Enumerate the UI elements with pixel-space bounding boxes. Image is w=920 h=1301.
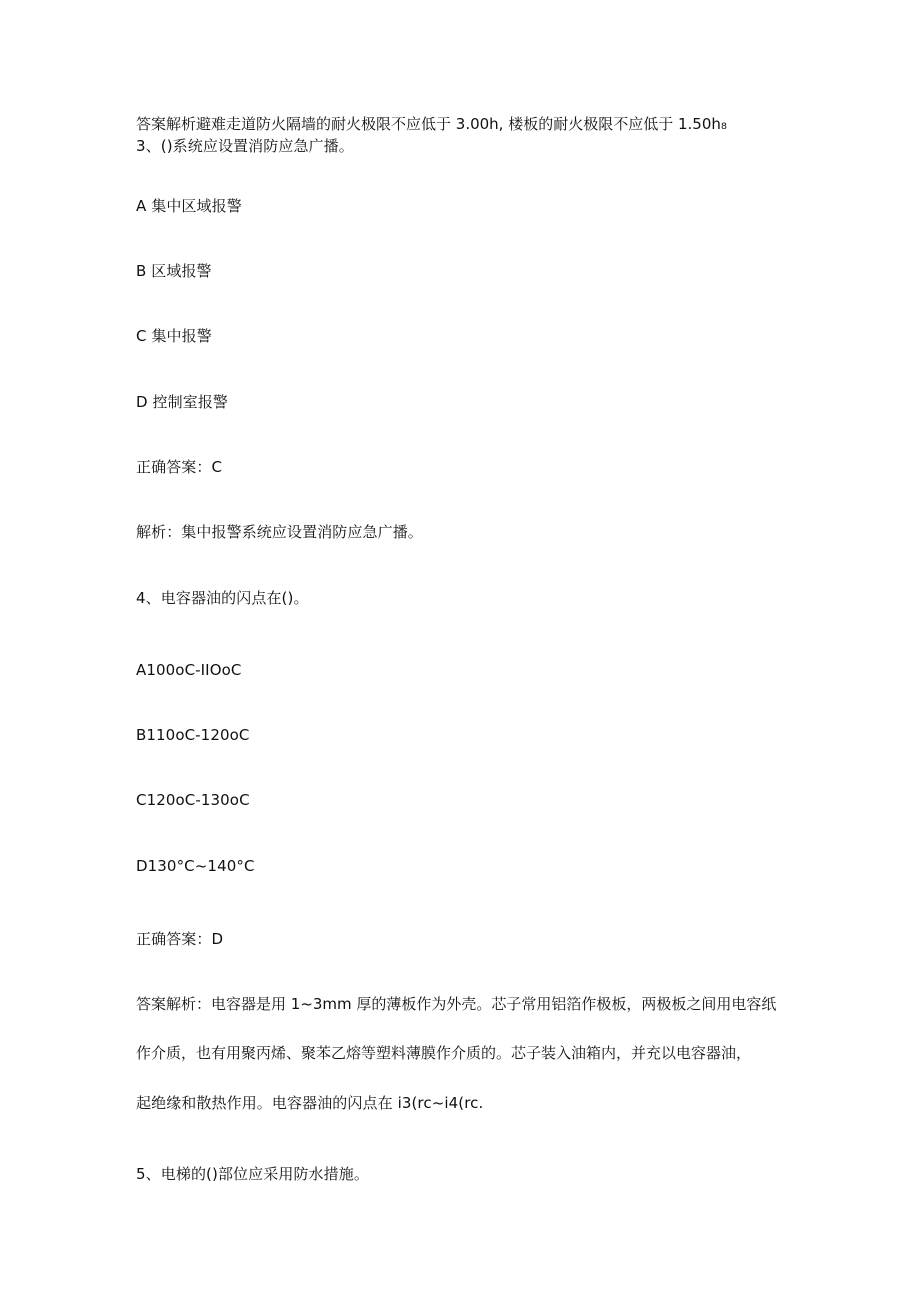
- option-a-q3: A 集中区域报警: [136, 197, 242, 215]
- option-c-q3: C 集中报警: [136, 327, 212, 345]
- answer-explanation-q4-line-1: 答案解析：电容器是用 1~3mm 厚的薄板作为外壳。芯子常用铝箔作极板，两极板之间用电容纸: [136, 995, 777, 1013]
- correct-answer-q4: 正确答案：D: [136, 930, 224, 948]
- answer-explanation-q2: 答案解析避难走道防火隔墙的耐火极限不应低于 3.00h, 楼板的耐火极限不应低于 1.50h₈: [136, 115, 727, 133]
- answer-explanation-q4-line-2: 作介质，也有用聚丙烯、聚苯乙熔等塑料薄膜作介质的。芯子装入油箱内，并充以电容器油，: [136, 1044, 752, 1062]
- question-3: 3、()系统应设置消防应急广播。: [136, 137, 354, 155]
- option-a-q4: A100oC-IIOoC: [136, 661, 242, 679]
- question-5: 5、电梯的()部位应采用防水措施。: [136, 1165, 369, 1183]
- option-d-q4: D130°C~140°C: [136, 857, 255, 875]
- analysis-q3: 解析：集中报警系统应设置消防应急广播。: [136, 523, 423, 541]
- option-c-q4: C120oC-130oC: [136, 791, 250, 809]
- option-b-q3: B 区域报警: [136, 262, 212, 280]
- option-b-q4: B110oC-120oC: [136, 726, 250, 744]
- answer-explanation-q4-line-3: 起绝缘和散热作用。电容器油的闪点在 i3(rc~i4(rc.: [136, 1094, 484, 1112]
- question-4: 4、电容器油的闪点在()。: [136, 589, 309, 607]
- option-d-q3: D 控制室报警: [136, 393, 229, 411]
- correct-answer-q3: 正确答案：C: [136, 458, 223, 476]
